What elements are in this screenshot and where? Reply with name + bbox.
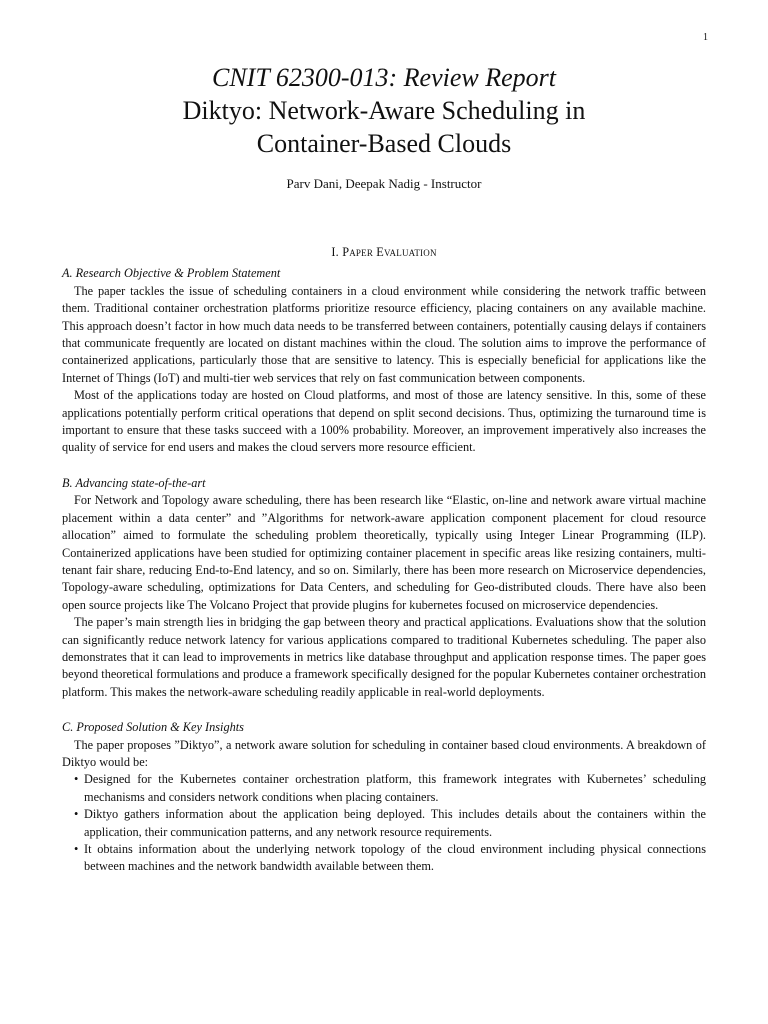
list-item-text: It obtains information about the underlying network topology of the cloud environment including physical connections between machines and the network bandwidth available between them. — [84, 842, 706, 874]
paragraph: The paper tackles the issue of scheduling containers in a cloud environment while considering the network traffic between them. Traditional container orchestration platforms prioritize resource efficiency, placing containers on any available machine. This approach doesn’t factor in how much data needs to be transferred between containers, potentially causing delays if containers that communicate frequently are located on distant machines within the cloud. The solution aims to improve the performance of containerized applications, particularly those that are sensitive to latency. This is especially beneficial for applications like the Internet of Things (IoT) and multi-tier web services that rely on fast communication between components. — [62, 283, 706, 385]
paragraph: The paper proposes ”Diktyo”, a network aware solution for scheduling in container based cloud environments. A breakdown of Diktyo would be: — [62, 737, 706, 769]
paragraph: For Network and Topology aware scheduling, there has been research like “Elastic, on-line and network aware virtual machine placement within a data center” and ”Algorithms for network-aware application component placement for cloud resource allocation” aimed to formulate the scheduling problem theoretically, typically using Integer Linear Programming (ILP). Containerized applications have been studied for optimizing container placement in specific areas like resizing containers, multi-tenant fair share, reducing End-to-End latency, and so on. Similarly, there has been more research on Microservice dependencies, Topology-aware scheduling, optimizations for Data Centers, and scheduling for Geo-distributed clouds. There have also been open source projects like The Volcano Project that provide plugins for kubernetes focused on microservice dependencies. — [62, 493, 706, 612]
bullet-icon: • — [74, 842, 79, 856]
paper-title-line-2: Container-Based Clouds — [256, 129, 512, 158]
page-number: 1 — [703, 32, 708, 43]
list-item — [62, 806, 706, 841]
subsection-b-heading: B. Advancing state-of-the-art — [62, 475, 206, 490]
list-item — [62, 771, 706, 806]
bullet-list — [62, 771, 706, 875]
spacer — [62, 457, 706, 475]
section-title: Paper Evaluation — [342, 245, 437, 259]
paragraph: The paper’s main strength lies in bridging the gap between theory and practical applications. Evaluations show that the solution can significantly reduce network latency for various applications compared to traditional Kubernetes scheduling. The paper also demonstrates that it can lead to improvements in metrics like database throughput and application response times. The paper goes beyond theoretical formulations and produce a framework specifically designed for the popular Kubernetes container orchestration platform. This makes the network-aware scheduling readily applicable in real-world deployments. — [62, 615, 706, 699]
paper-title-line-1: Diktyo: Network-Aware Scheduling in — [182, 96, 586, 125]
paper-body — [62, 244, 706, 876]
spacer — [62, 701, 706, 719]
list-item — [62, 841, 706, 876]
list-item-text: Diktyo gathers information about the application being deployed. This includes details about the containers within the application, their communication patterns, and any network resource requirements. — [84, 807, 706, 839]
authors: Parv Dani, Deepak Nadig - Instructor — [286, 176, 482, 191]
section-numeral: I. — [331, 245, 339, 259]
bullet-icon: • — [74, 807, 79, 822]
report-title: CNIT 62300-013: Review Report — [212, 63, 556, 92]
bullet-icon: • — [74, 772, 79, 787]
subsection-c-heading: C. Proposed Solution & Key Insights — [62, 720, 244, 735]
subsection-a-heading: A. Research Objective & Problem Statement — [62, 266, 281, 281]
section-heading — [62, 244, 706, 261]
list-item-text: Designed for the Kubernetes container orchestration platform, this framework integrates with Kubernetes’ scheduling mechanisms and considers network conditions when placing containers. — [84, 772, 706, 804]
paragraph: Most of the applications today are hosted on Cloud platforms, and most of those are latency sensitive. In this, some of these applications potentially perform critical operations that depend on split second decisions. Thus, optimizing the turnaround time is important to ensure that these tasks succeed with a 100% probability. Moreover, an improvement imperatively also increases the quality of service for end users and makes the cloud servers more resource efficient. — [62, 388, 706, 455]
title-block — [0, 62, 768, 192]
